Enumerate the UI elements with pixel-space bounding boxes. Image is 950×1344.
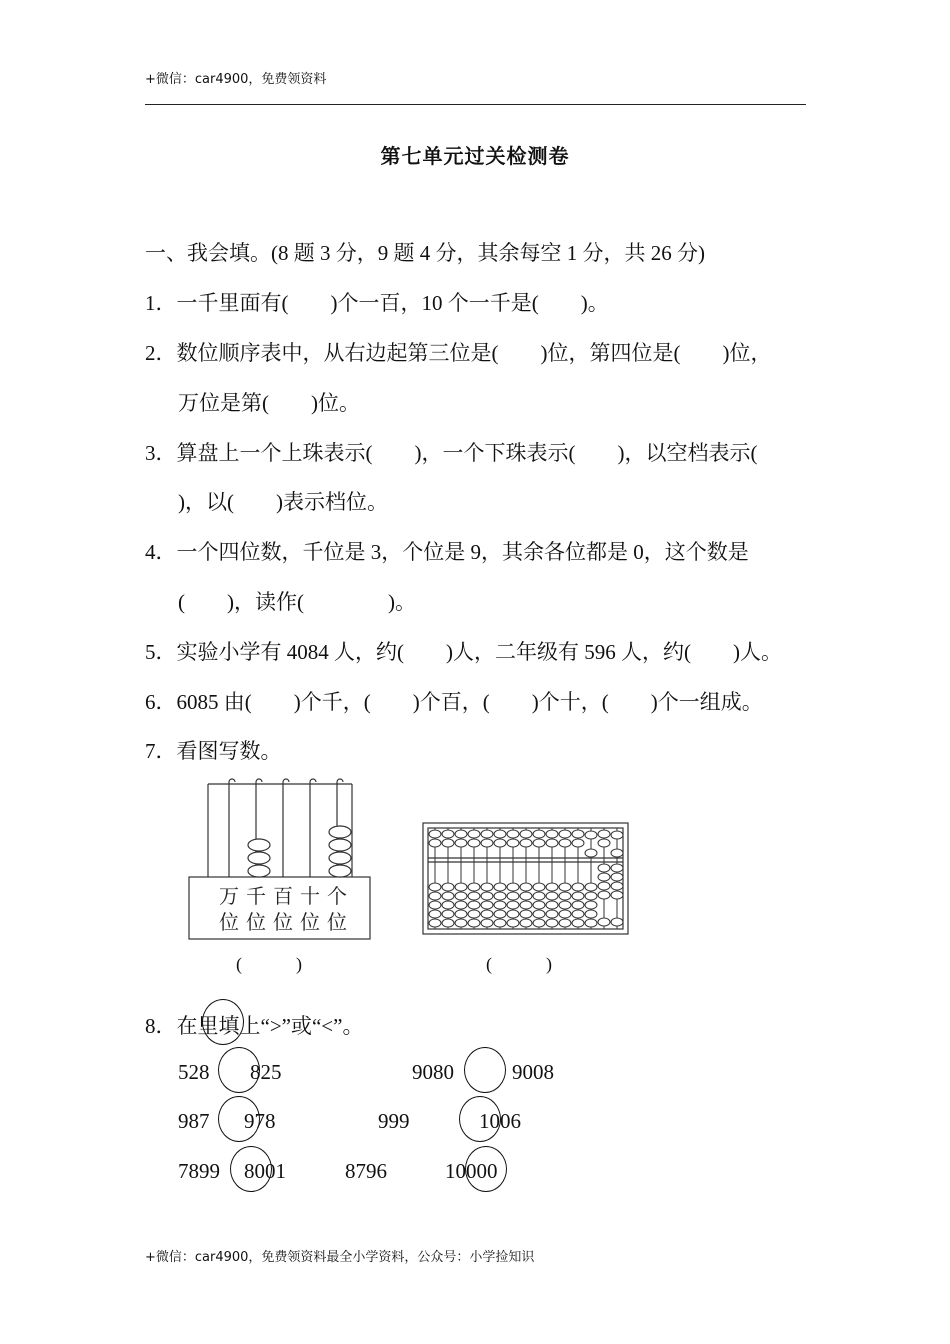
abacus-lower-bead (494, 892, 506, 900)
compare-left-3: 987 (178, 1109, 210, 1133)
place-label-ge: 个 (327, 884, 347, 908)
abacus-upper-bead (520, 839, 532, 847)
abacus-upper-bead (585, 849, 597, 857)
abacus-lower-bead (481, 910, 493, 918)
abacus-lower-bead (546, 892, 558, 900)
abacus-lower-bead (481, 883, 493, 891)
abacus-lower-bead (455, 919, 467, 927)
abacus-lower-bead (611, 864, 623, 872)
question-4-line-2: ( )，读作( )。 (178, 590, 416, 614)
abacus-lower-bead (611, 891, 623, 899)
abacus-lower-bead (442, 892, 454, 900)
abacus-lower-bead (598, 891, 610, 899)
question-2-line-2: 万位是第( )位。 (178, 391, 360, 415)
abacus-lower-bead (520, 919, 532, 927)
abacus-upper-bead (481, 830, 493, 838)
abacus-upper-bead (442, 830, 454, 838)
abacus-lower-bead (533, 910, 545, 918)
abacus-lower-bead (559, 883, 571, 891)
abacus-lower-bead (481, 919, 493, 927)
compare-left-1: 528 (178, 1060, 210, 1084)
abacus-lower-bead (429, 919, 441, 927)
abacus-lower-bead (611, 873, 623, 881)
abacus-lower-bead (572, 919, 584, 927)
abacus-lower-bead (559, 901, 571, 909)
counting-bead (248, 852, 270, 864)
abacus-lower-bead (494, 883, 506, 891)
compare-left-5: 7899 (178, 1159, 220, 1183)
footer-note: +微信：car4900，免费领资料最全小学资料，公众号：小学捡知识 (145, 1250, 535, 1265)
abacus-lower-bead (546, 901, 558, 909)
abacus-upper-bead (533, 830, 545, 838)
compare-right-3: 978 (244, 1109, 276, 1133)
counting-bead (248, 839, 270, 851)
abacus-upper-bead (442, 839, 454, 847)
abacus-upper-bead (559, 830, 571, 838)
abacus-lower-bead (520, 901, 532, 909)
counting-bead (248, 865, 270, 877)
abacus-lower-bead (507, 910, 519, 918)
abacus-lower-bead (468, 883, 480, 891)
abacus-figure (420, 820, 632, 938)
abacus-lower-bead (442, 919, 454, 927)
abacus-lower-bead (494, 919, 506, 927)
abacus-upper-bead (429, 830, 441, 838)
question-3-line-1: 3．算盘上一个上珠表示( )，一个下珠表示( )，以空档表示( (145, 441, 758, 465)
abacus-lower-bead (468, 892, 480, 900)
compare-left-2: 9080 (412, 1060, 454, 1084)
abacus-upper-bead (559, 839, 571, 847)
abacus-lower-bead (611, 882, 623, 890)
rod-wan (229, 779, 235, 877)
counting-bead (329, 839, 351, 851)
abacus-upper-bead (533, 839, 545, 847)
abacus-lower-bead (598, 918, 610, 926)
abacus-upper-bead (494, 839, 506, 847)
abacus-lower-bead (442, 883, 454, 891)
place-label-qian: 千 (246, 884, 266, 908)
question-1: 1．一千里面有( )个一百，10 个一千是( )。 (145, 291, 609, 315)
abacus-upper-bead (507, 830, 519, 838)
example-circle-icon (202, 999, 244, 1045)
abacus-lower-bead (546, 883, 558, 891)
page-title: 第七单元过关检测卷 (380, 146, 570, 168)
abacus-lower-bead (455, 910, 467, 918)
place-label-shi: 十 (300, 884, 320, 908)
abacus-upper-bead (611, 849, 623, 857)
compare-right-5: 8001 (244, 1159, 286, 1183)
abacus-upper-bead (468, 839, 480, 847)
abacus-upper-bead (546, 830, 558, 838)
abacus-upper-bead (468, 830, 480, 838)
abacus-upper-bead (507, 839, 519, 847)
rod-bai (283, 779, 289, 877)
abacus-lower-bead (520, 892, 532, 900)
abacus-lower-bead (429, 892, 441, 900)
abacus-lower-bead (533, 919, 545, 927)
abacus-lower-bead (585, 883, 597, 891)
abacus-upper-bead (598, 830, 610, 838)
question-8: 8．在里填上“>”或“<”。 (145, 1014, 364, 1038)
abacus-lower-bead (442, 901, 454, 909)
place-suffix-wan: 位 (219, 910, 239, 934)
abacus-upper-bead (572, 830, 584, 838)
abacus-lower-bead (533, 883, 545, 891)
place-label-bai: 百 (273, 884, 293, 908)
abacus-lower-bead (507, 919, 519, 927)
abacus-lower-bead (520, 910, 532, 918)
abacus-lower-bead (429, 910, 441, 918)
abacus-lower-bead (429, 883, 441, 891)
abacus-upper-bead (572, 839, 584, 847)
abacus-lower-bead (585, 910, 597, 918)
abacus-lower-bead (585, 901, 597, 909)
abacus-lower-bead (494, 910, 506, 918)
abacus-lower-bead (572, 892, 584, 900)
abacus-lower-bead (598, 882, 610, 890)
header-note: +微信：car4900，免费领资料 (145, 72, 327, 87)
compare-circle-2[interactable] (464, 1047, 506, 1093)
abacus-lower-bead (611, 918, 623, 926)
answer-blank-abacus: ( ) (486, 954, 552, 974)
abacus-lower-bead (585, 919, 597, 927)
abacus-lower-bead (546, 910, 558, 918)
place-suffix-bai: 位 (273, 910, 293, 934)
abacus-lower-bead (572, 901, 584, 909)
abacus-lower-bead (559, 919, 571, 927)
abacus-upper-bead (585, 831, 597, 839)
question-7: 7．看图写数。 (145, 739, 282, 763)
abacus-lower-bead (455, 892, 467, 900)
abacus-lower-bead (598, 873, 610, 881)
abacus-upper-bead (481, 839, 493, 847)
place-label-wan: 万 (219, 884, 239, 908)
abacus-lower-bead (481, 892, 493, 900)
abacus-lower-bead (429, 901, 441, 909)
question-4-line-1: 4．一个四位数，千位是 3，个位是 9，其余各位都是 0，这个数是 (145, 540, 749, 564)
counting-bead (329, 852, 351, 864)
compare-right-4: 1006 (479, 1109, 521, 1133)
counting-bead (329, 865, 351, 877)
place-suffix-shi: 位 (300, 910, 320, 934)
abacus-lower-bead (455, 901, 467, 909)
abacus-lower-bead (507, 892, 519, 900)
abacus-upper-bead (429, 839, 441, 847)
abacus-lower-bead (507, 901, 519, 909)
rod-shi (310, 779, 316, 877)
section-heading: 一、我会填。(8 题 3 分，9 题 4 分，其余每空 1 分，共 26 分) (145, 241, 705, 265)
abacus-lower-bead (442, 910, 454, 918)
question-5: 5．实验小学有 4084 人，约( )人，二年级有 596 人，约( )人。 (145, 640, 782, 664)
compare-right-2: 9008 (512, 1060, 554, 1084)
abacus-lower-bead (559, 910, 571, 918)
abacus-lower-bead (533, 892, 545, 900)
question-2-line-1: 2．数位顺序表中，从右边起第三位是( )位，第四位是( )位， (145, 341, 772, 365)
abacus-lower-bead (507, 883, 519, 891)
abacus-lower-bead (572, 883, 584, 891)
compare-right-6: 10000 (445, 1159, 498, 1183)
compare-right-1: 825 (250, 1060, 282, 1084)
abacus-upper-bead (520, 830, 532, 838)
place-suffix-qian: 位 (246, 910, 266, 934)
abacus-upper-bead (546, 839, 558, 847)
abacus-lower-bead (468, 910, 480, 918)
abacus-lower-bead (468, 919, 480, 927)
abacus-upper-bead (598, 839, 610, 847)
abacus-lower-bead (572, 910, 584, 918)
abacus-lower-bead (481, 901, 493, 909)
counting-bead (329, 826, 351, 838)
abacus-upper-bead (611, 831, 623, 839)
abacus-lower-bead (468, 901, 480, 909)
abacus-lower-bead (533, 901, 545, 909)
abacus-upper-bead (455, 839, 467, 847)
abacus-upper-bead (494, 830, 506, 838)
abacus-lower-bead (546, 919, 558, 927)
question-6: 6．6085 由( )个千，( )个百，( )个十，( )个一组成。 (145, 690, 763, 714)
abacus-lower-bead (598, 864, 610, 872)
answer-blank-counting-frame: ( ) (236, 954, 302, 974)
abacus-lower-bead (559, 892, 571, 900)
compare-left-6: 8796 (345, 1159, 387, 1183)
abacus-lower-bead (520, 883, 532, 891)
abacus-upper-bead (455, 830, 467, 838)
header-divider (145, 104, 806, 105)
abacus-lower-bead (494, 901, 506, 909)
question-3-line-2: )，以( )表示档位。 (178, 490, 388, 514)
abacus-lower-bead (585, 892, 597, 900)
counting-frame-figure (185, 770, 375, 945)
place-suffix-ge: 位 (327, 910, 347, 934)
compare-left-4: 999 (378, 1109, 410, 1133)
abacus-lower-bead (455, 883, 467, 891)
